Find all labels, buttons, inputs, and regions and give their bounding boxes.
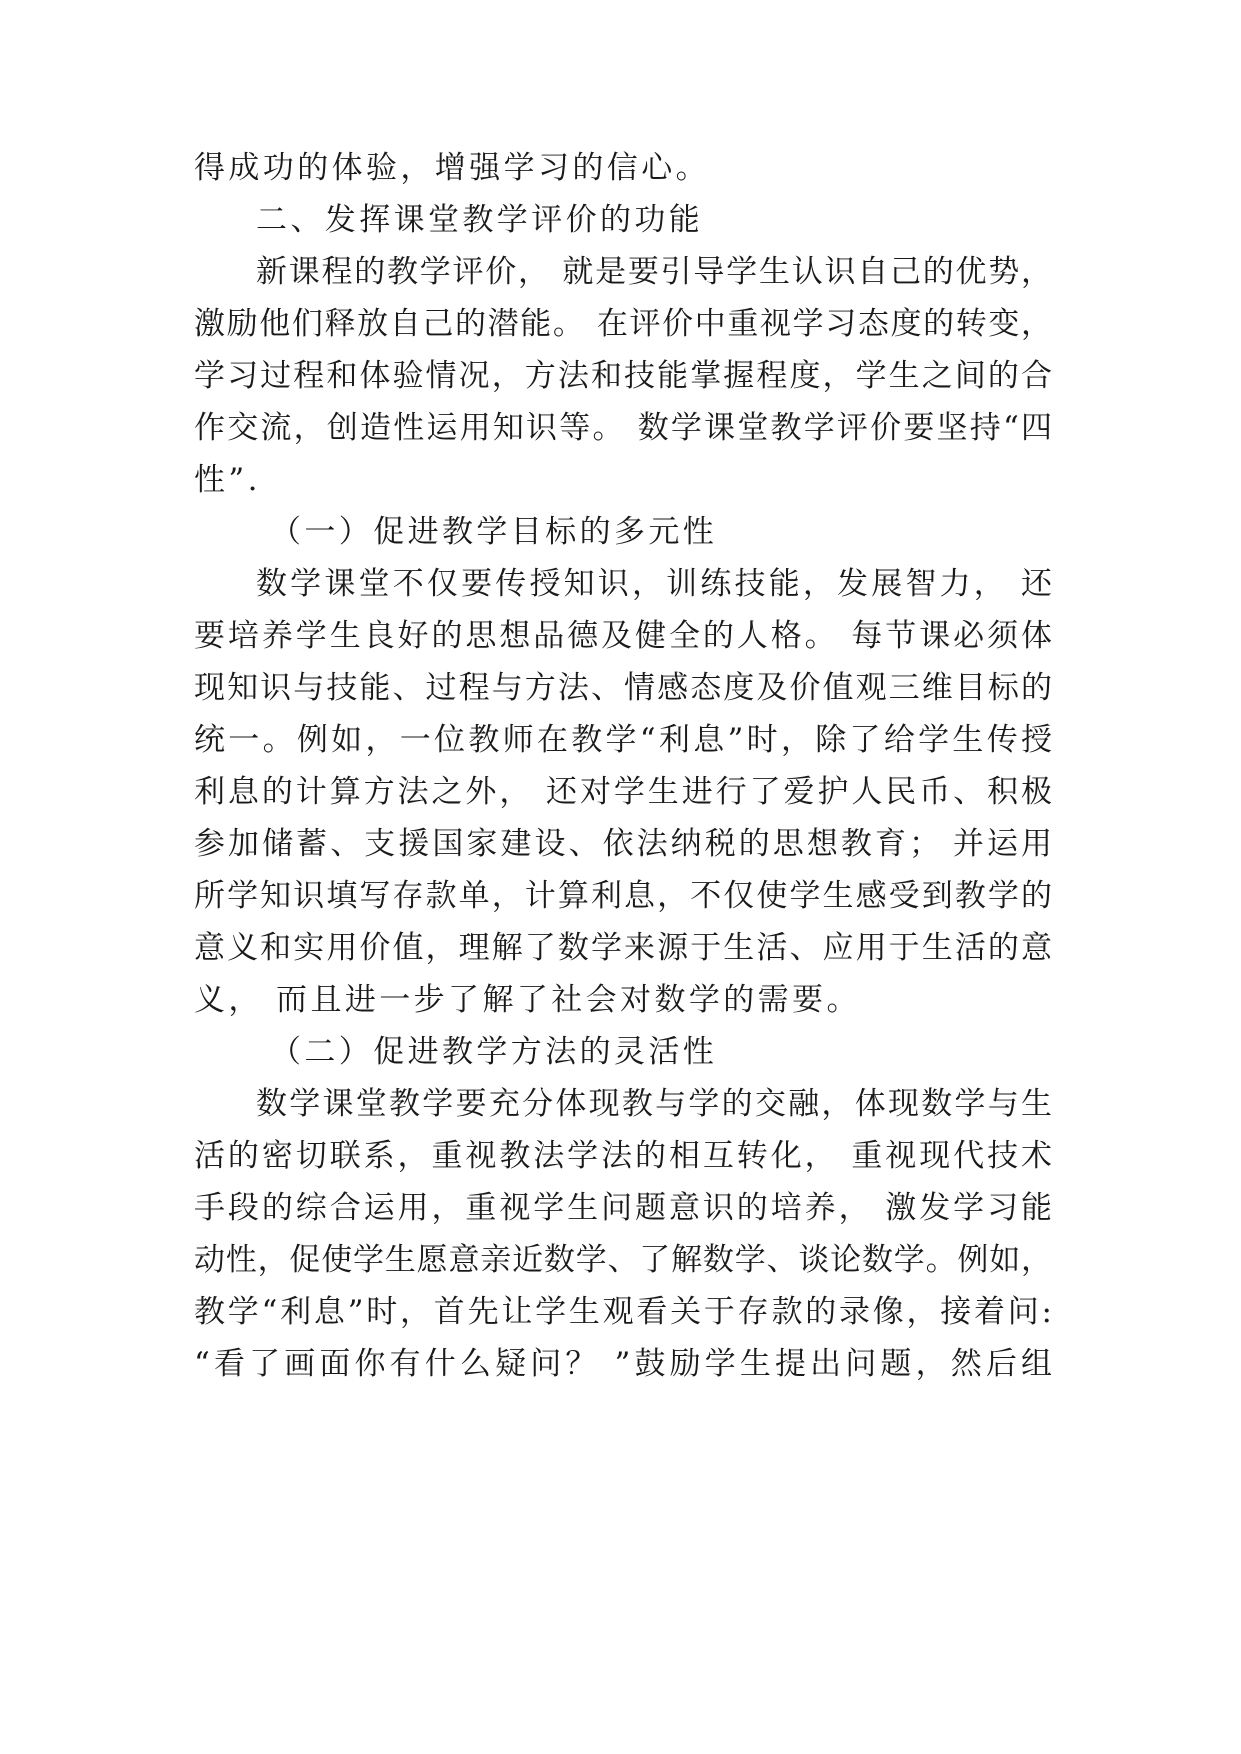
text-line: 手段的综合运用，重视学生问题意识的培养， 激发学习能 [194, 1190, 1052, 1226]
text-line: 动性，促使学生愿意亲近数学、了解数学、谈论数学。例如， [194, 1242, 1052, 1278]
text-line: 教学“利息”时，首先让学生观看关于存款的录像，接着问: [194, 1294, 1052, 1330]
section-heading: 二、发挥课堂教学评价的功能 [256, 202, 704, 238]
text-line: 作交流，创造性运用知识等。 数学课堂教学评价要坚持“四 [194, 410, 1052, 446]
text-line: 统一。例如，一位教师在教学“利息”时，除了给学生传授 [194, 722, 1052, 758]
text-line: 现知识与技能、过程与方法、情感态度及价值观三维目标的 [194, 670, 1052, 706]
text-line: 意义和实用价值，理解了数学来源于生活、应用于生活的意 [194, 930, 1052, 966]
text-line: 利息的计算方法之外， 还对学生进行了爱护人民币、积极 [194, 774, 1052, 810]
text-line: 活的密切联系，重视教法学法的相互转化， 重视现代技术 [194, 1138, 1052, 1174]
paragraph-first-line: 数学课堂不仅要传授知识，训练技能，发展智力， 还 [256, 566, 1052, 602]
text-line: 得成功的体验，增强学习的信心。 [194, 150, 710, 186]
text-line: 所学知识填写存款单，计算利息，不仅使学生感受到教学的 [194, 878, 1052, 914]
text-line: 学习过程和体验情况，方法和技能掌握程度，学生之间的合 [194, 358, 1052, 394]
paragraph-first-line: 新课程的教学评价， 就是要引导学生认识自己的优势， [256, 254, 1052, 290]
subsection-heading: （一）促进教学目标的多元性 [270, 514, 718, 550]
subsection-heading: （二）促进教学方法的灵活性 [270, 1034, 718, 1070]
text-line: 性”. [194, 462, 261, 498]
text-line: 要培养学生良好的思想品德及健全的人格。 每节课必须体 [194, 618, 1052, 654]
text-line: “看了画面你有什么疑问？ ”鼓励学生提出问题，然后组 [194, 1346, 1052, 1382]
text-line: 激励他们释放自己的潜能。 在评价中重视学习态度的转变， [194, 306, 1052, 342]
paragraph-first-line: 数学课堂教学要充分体现教与学的交融，体现数学与生 [256, 1086, 1052, 1122]
text-line: 参加储蓄、支援国家建设、依法纳税的思想教育； 并运用 [194, 826, 1052, 862]
text-line: 义， 而且进一步了解了社会对数学的需要。 [194, 982, 861, 1018]
